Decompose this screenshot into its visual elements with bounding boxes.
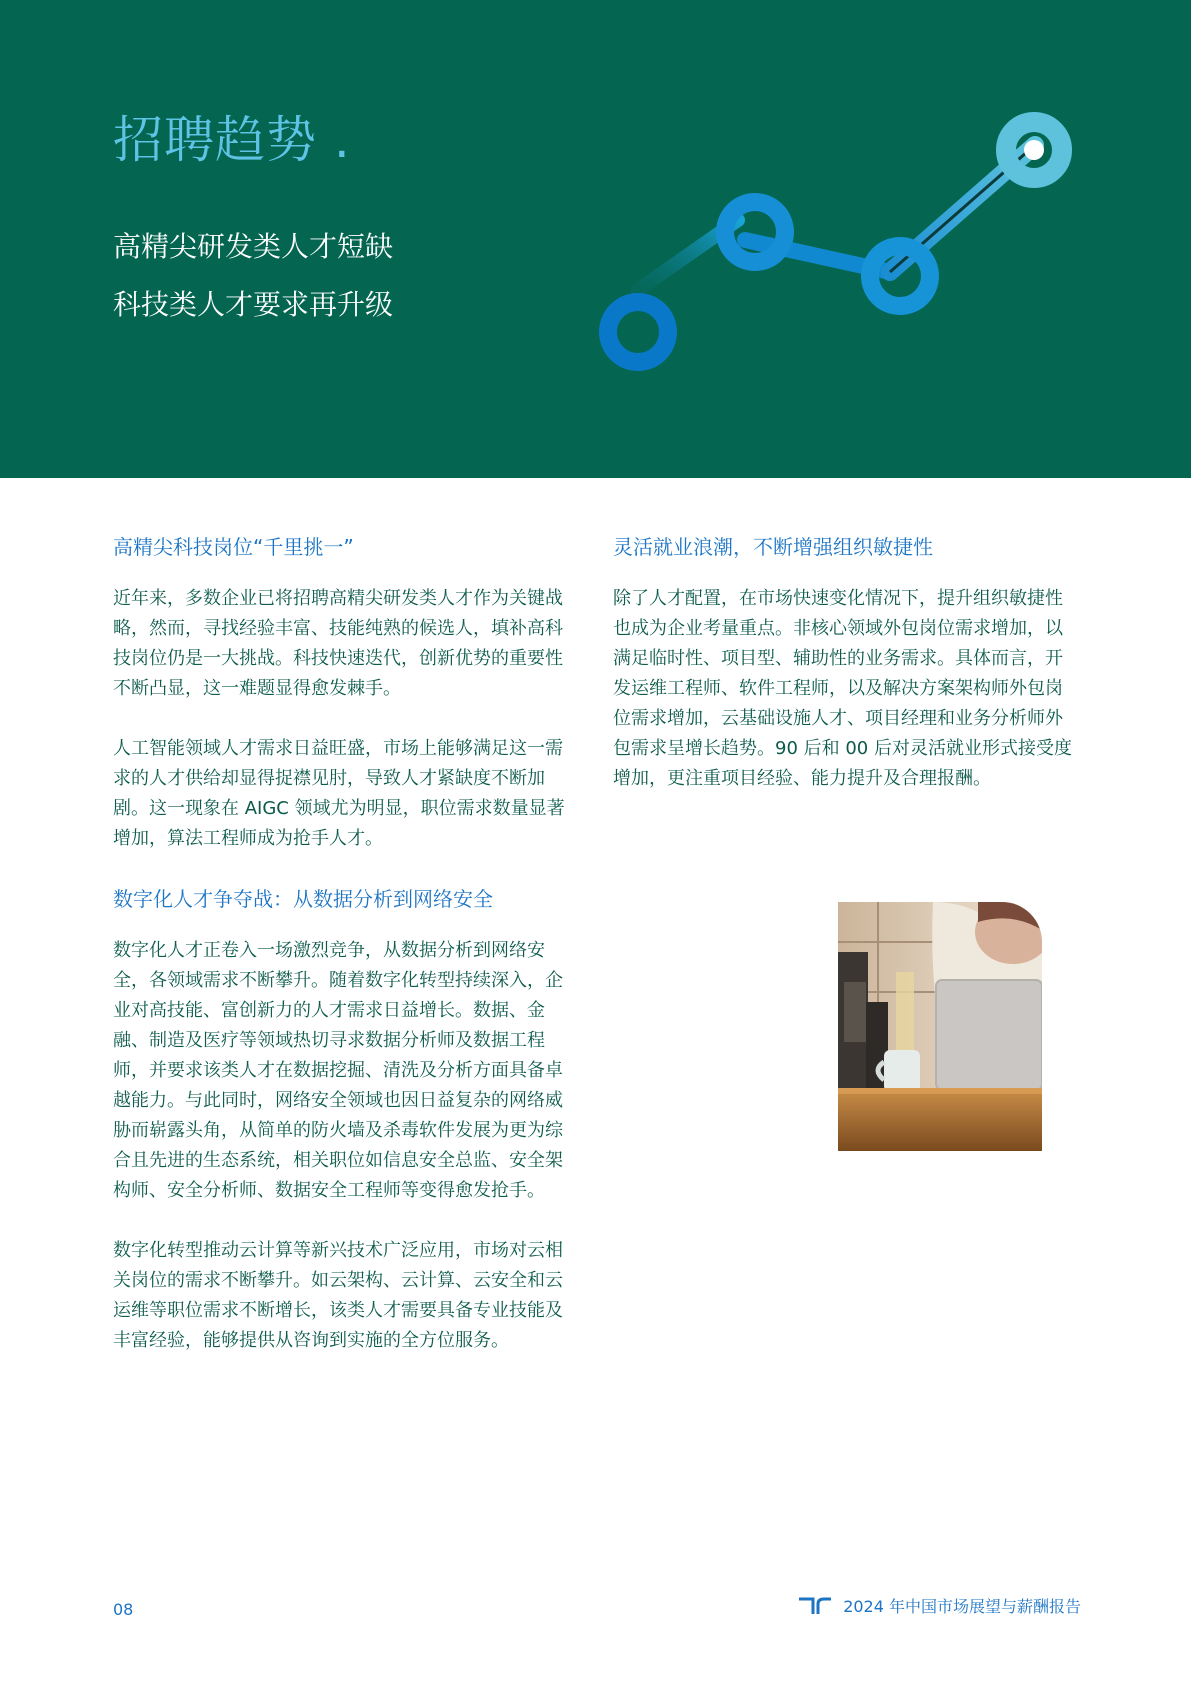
footer-brand (797, 1594, 1081, 1617)
subtitle-line: 高精尖研发类人才短缺 (113, 230, 394, 263)
body-paragraph: 数字化转型推动云计算等新兴技术广泛应用，市场对云相关岗位的需求不断攀升。如云架构、云计算、云安全和云运维等职位需求不断增长，该类人才需要具备专业技能及丰富经验，能够提供从咨询到实施的全方位服务。 (113, 1240, 563, 1351)
report-title: 2024 年中国市场展望与薪酬报告 (843, 1597, 1081, 1616)
brand-logo-icon (797, 1596, 833, 1616)
page-subtitle (113, 218, 393, 334)
page-title: 招聘趋势 . (113, 111, 351, 169)
body-paragraph: 人工智能领域人才需求日益旺盛，市场上能够满足这一需求的人才供给却显得捉襟见肘，导致人才紧缺度不断加剧。这一现象在 AIGC 领域尤为明显，职位需求数量显著增加，算法工程师成为抢手人才。 (113, 738, 565, 849)
body-paragraph: 数字化人才正卷入一场激烈竞争，从数据分析到网络安全，各领域需求不断攀升。随着数字化转型持续深入，企业对高技能、富创新力的人才需求日益增长。数据、金融、制造及医疗等领域热切寻求数据分析师及数据工程师，并要求该类人才在数据挖掘、清洗及分析方面具备卓越能力。与此同时，网络安全领域也因日益复杂的网络威胁而崭露头角，从简单的防火墙及杀毒软件发展为更为综合且先进的生态系统，相关职位如信息安全总监、安全架构师、安全分析师、数据安全工程师等变得愈发抢手。 (113, 940, 563, 1201)
body-paragraph: 除了人才配置，在市场快速变化情况下，提升组织敏捷性也成为企业考量重点。非核心领域外包岗位需求增加，以满足临时性、项目型、辅助性的业务需求。具体而言，开发运维工程师、软件工程师，以及解决方案架构师外包岗位需求增加，云基础设施人才、项目经理和业务分析师外包需求呈增长趋势。90 后和 00 后对灵活就业形式接受度增加，更注重项目经验、能力提升及合理报酬。 (613, 588, 1072, 789)
trend-graph-icon (590, 100, 1090, 390)
left-column (113, 532, 575, 1356)
subtitle-line: 科技类人才要求再升级 (113, 288, 394, 321)
page-number: 08 (113, 1600, 134, 1619)
body-paragraph: 近年来，多数企业已将招聘高精尖研发类人才作为关键战略，然而，寻找经验丰富、技能纯熟的候选人，填补高科技岗位仍是一大挑战。科技快速迭代，创新优势的重要性不断凸显，这一难题显得愈发棘手。 (113, 588, 563, 699)
header-banner (0, 0, 1191, 478)
right-column (613, 532, 1075, 794)
section-heading: 数字化人才争夺战：从数据分析到网络安全 (113, 887, 493, 911)
section-heading: 高精尖科技岗位“千里挑一” (113, 535, 354, 559)
section-heading: 灵活就业浪潮，不断增强组织敏捷性 (613, 535, 933, 559)
photo-person-laptop-icon (838, 902, 1042, 1151)
